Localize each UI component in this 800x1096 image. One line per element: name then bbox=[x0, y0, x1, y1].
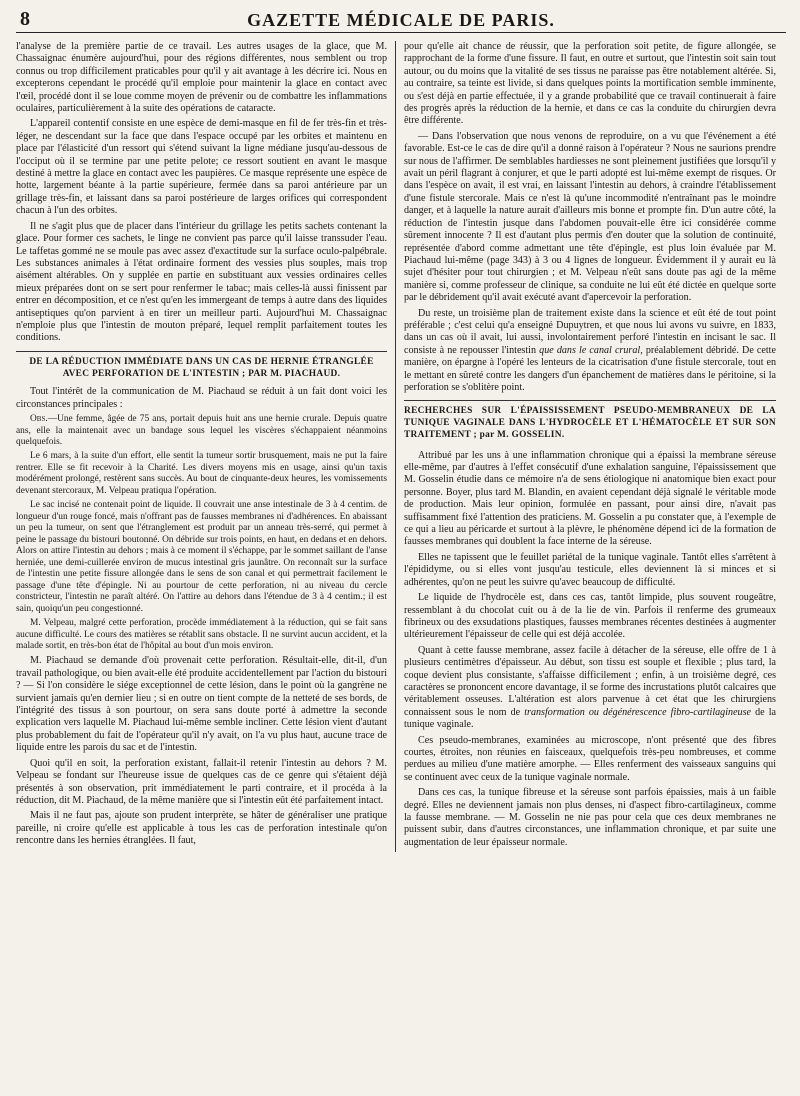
paragraph: Tout l'intérêt de la communication de M. Piachaud se réduit à un fait dont voici les circonstances principales : bbox=[16, 386, 387, 410]
observation-paragraph: M. Velpeau, malgré cette perforation, procède immédiatement à la réduction, qui se fait sans aucune difficulté. Le cours des matières se rétablit sans obstacle. Il ne survint aucun accident, et la malade sortit, en très-bon état de l'hôpital au bout d'un mois environ. bbox=[16, 618, 387, 651]
paragraph: L'appareil contentif consiste en une espèce de demi-masque en fil de fer très-fin et très-léger, ne descendant sur la face que dans l'espace occupé par les orbites et maintenu en place par l'élasticité d'un ressort qui s'étend suivant la ligne médiane jusqu'au-dessous de l'occiput où il se termine par une petite pelote; ce ressort soutient en avant le masque destiné à mettre la glace en contact avec les paupières. Ce masque représente une espèce de hotte, largement béante à la partie supérieure, fermée dans sa paroi antérieure par un grillage très-fin, et laissant dans sa paroi postérieure de larges orifices qui correspondent chacun à l'un des orbites. bbox=[16, 118, 387, 217]
paragraph: — Dans l'observation que nous venons de reproduire, on a vu que l'événement a été favorable. Est-ce le cas de dire qu'il a donné raison à l'opérateur ? Nous ne saurions prendre sur nous de l'affirmer. De semblables hardiesses ne sont pleinement justifiées que lorsqu'il y avait un péril flagrant à conjurer, et que le parti adopté est lui-même exempt de risques. Or dans l'espèce on avait, il est vrai, en laissant l'intestin au dehors, à craindre l'établissement d'une fistule stercorale. Mais ce n'est là qu'une incommodité n'entraînant pas le moindre danger, et à laquelle la nature aurait d'ailleurs mis bonne et prompte fin. D'un autre côté, la réduction de l'intestin jusque dans l'abdomen pouvait-elle être ici considérée comme sûrement innocente ? Il est d'autant plus permis d'en douter que la solution de continuité, représentée d'abord comme admettant une tête d'épingle, est plus loin évaluée par M. Piachaud lui-même (page 343) à 3 ou 4 lignes de longueur. Évidemment il y aurait eu là sujet d'hésiter pour tout chirurgien ; et M. Velpeau n'eût sans doute pas agi de la même manière si, comme professeur de clinique, sa conduite ne lui eût été dictée en quelque sorte par le débridement qu'il avait exécuté avant d'apercevoir la perforation. bbox=[404, 130, 776, 304]
running-head bbox=[16, 6, 786, 33]
journal-title: GAZETTE MÉDICALE DE PARIS. bbox=[247, 10, 555, 30]
paragraph: Mais il ne faut pas, ajoute son prudent interprète, se hâter de généraliser une pratique pareille, ni croire qu'elle est applicable à tous les cas de perforation intestinale qu'on rencontre dans les hernies étranglées. Il faut, bbox=[16, 810, 387, 847]
right-column bbox=[396, 41, 776, 852]
paragraph-text: préalablement débridé. De cette manière, on épargne à l'opéré les lenteurs de la cicatrisation d'une fistule stercorale, tout en le mettant en sûreté contre les dangers d'un épanchement de matières dans le péritoine, si la perforation se s'oblitère point. bbox=[404, 344, 776, 393]
observation-text: —Une femme, âgée de 75 ans, portait depuis huit ans une hernie crurale. Depuis quatre ans, elle la maintenait avec un bandage sous lequel les viscères s'échappaient néanmoins quelquefois. bbox=[16, 414, 387, 447]
text-columns bbox=[16, 41, 786, 852]
paragraph: pour qu'elle ait chance de réussir, que la perforation soit petite, de figure allongée, se rapprochant de la forme d'une fissure. Il faut, en outre et surtout, que l'intestin soit sain tout autour, ou du moins que la vitalité de ses tissus ne paraisse pas être notablement altérée. Si, au contraire, sa teinte est livide, si dans quelques points la mortification semble imminente, ou s'est déjà en partie effectuée, il y a grande probabilité que ce travail continuerait à faire des progrès après la réduction de la hernie, et dans ce cas la conduite du chirurgien devra être différente. bbox=[404, 41, 776, 127]
observation-paragraph: Le 6 mars, à la suite d'un effort, elle sentit la tumeur sortir brusquement, mais ne put la faire rentrer. Elle se fit recevoir à la Charité. Les divers moyens mis en usage, ainsi qu'un taxis modérément prolongé, restèrent sans succès. Au bout de cinquante-deux heures, les vomissements devenant stercoraux, M. Velpeau pratiqua l'opération. bbox=[16, 451, 387, 496]
paragraph: M. Piachaud se demande d'où provenait cette perforation. Résultait-elle, dit-il, d'un travail pathologique, ou bien avait-elle été produite accidentellement par l'action du bistouri ? — Si l'on considère le siége exceptionnel de cette lésion, dans le point où la gangrène ne survient jamais qu'en dernier lieu ; si en outre on tient compte de la netteté de ses bords, de l'intégrité des tissus à son pourtour, on sera sans doute porté à admettre la seconde explication vers laquelle M. Piachaud lui-même semble incliner. Cette lésion vient d'autant plus probablement du fait de l'opérateur qu'il n'y avait, on l'a vu plus haut, aucune trace de liquide entre les parois du sac et de l'intestin. bbox=[16, 655, 387, 754]
paragraph: Il ne s'agit plus que de placer dans l'intérieur du grillage les petits sachets contenant la glace. Pour former ces sachets, le linge ne convient pas parce qu'il laisse transsuder l'eau. Le taffetas gommé ne se moule pas avec assez d'exactitude sur la surface oculo-palpébrale. Les substances animales à l'état ordinaire forment des vessies plus souples, mais trop aisément altérables. On y supplée en partie en substituant aux vessies ordinaires celles mieux préparées dont on se sert pour renfermer le tabac; mais celles-là aussi finissent par entrer en décomposition, et ce n'est qu'en les immergeant de temps à autre dans des liquides antiseptiques qu'on parvient à en tirer un meilleur parti. Aujourd'hui M. Chassaignac n'emploie plus que l'intestin de mouton préparé, lequel remplit parfaitement toutes les conditions. bbox=[16, 220, 387, 344]
paragraph bbox=[404, 308, 776, 395]
emphasis-text: que dans le canal crural, bbox=[539, 344, 643, 356]
section-title-piachaud: DE LA RÉDUCTION IMMÉDIATE DANS UN CAS DE HERNIE ÉTRANGLÉE AVEC PERFORATION DE L'INTESTIN ; PAR M. PIACHAUD. bbox=[16, 351, 387, 381]
paragraph: l'analyse de la première partie de ce travail. Les autres usages de la glace, que M. Chassaignac énumère aujourd'hui, pour des régions différentes, nous semblent ou trop connus ou trop difficilement praticables pour qu'il y ait avantage à les décrire ici. Nous en excepterons cependant le procédé qu'il emploie pour maintenir la glace en contact avec l'œil, procédé dont il se loue comme moyen de prévenir ou de combattre les inflammations oculaires, particulièrement à la suite des opérations de cataracte. bbox=[16, 41, 387, 115]
section-title-gosselin: RECHERCHES SUR L'ÉPAISSISSEMENT PSEUDO-MEMBRANEUX DE LA TUNIQUE VAGINALE DANS L'HYDROCÈLE ET L'HÉMATOCÈLE ET SUR SON TRAITEMENT ; par M. GOSSELIN. bbox=[404, 400, 776, 441]
observation-paragraph: Le sac incisé ne contenait point de liquide. Il couvrait une anse intestinale de 3 à 4 centim. de longueur d'un rouge foncé, mais n'offrant pas de fausses membranes ni d'adhérences. En abaissant un peu la tumeur, on sent que l'étranglement est produit par un anneau très-serré, qui permet à peine le passage du bistouri boutonné. On débride sur trois points, en haut, en dedans et en dehors. Alors on attire l'intestin au dehors ; mais à ce moment il s'échappe, par le sommet saillant de l'anse herniée, une demi-cuillerée environ de mucus intestinal gris jaunâtre. On reconnaît sur la surface de l'intestin une petite fissure allongée dans le sens de son canal et qui permettrait facilement le passage d'une tête d'épingle. Ni au pourtour de cette perforation, ni au niveau du cercle constricteur, l'intestin ne paraît altéré. On l'attire au dehors dans l'étendue de 3 à 4 centim.; il est sain, quoiqu'un peu congestionné. bbox=[16, 500, 387, 614]
observation-paragraph bbox=[16, 414, 387, 448]
emphasis-text: transformation ou dégénérescence fibro-cartilagineuse bbox=[524, 706, 751, 718]
paragraph: Attribué par les uns à une inflammation chronique qui a épaissi la membrane séreuse elle-même, par d'autres à l'effet consécutif d'une exhalation sanguine, l'épaississement que M. Gosselin étudie dans ce mémoire n'a de sens étiologique ni anatomique bien exact pour personne. Boyer, plus tard M. Blandin, en avaient cependant déjà signalé le véritable mode de production. Mais leur opinion, formulée en passant, pour ainsi dire, n'avait pas suffisamment fixé l'attention des praticiens. M. Gosselin a pu constater que, à l'exemple de ce qui a lieu au péricarde et surtout à la plèvre, le phénomène dépend ici de la formation de fausses membranes qui doublent la face interne de la séreuse. bbox=[404, 449, 776, 548]
paragraph-text: Quant à cette fausse membrane, assez facile à détacher de la séreuse, elle offre de 1 à plusieurs centimètres d'épaisseur. Au début, son tissu est souple et flexible ; plus tard, la coque devient plus consistante, s'affaisse difficilement ; enfin, à un troisième degré, ces caractères se prononcent encore davantage, il se forme des incrustations plutôt calcaires que véritablement osseuses. L'altération est alors parvenue à cet état que les chirurgiens connaissent sous le nom de bbox=[404, 644, 776, 718]
paragraph: Dans ces cas, la tunique fibreuse et la séreuse sont parfois épaissies, mais à un faible degré. Elles ne deviennent jamais non plus denses, ni d'aspect fibro-cartilagineux, comme la fausse membrane. — M. Gosselin ne nie pas pour cela que ces deux membranes ne puissent subir, dans d'autres circonstances, une inflammation chronique, et par suite une augmentation de leur épaisseur normale. bbox=[404, 787, 776, 848]
left-column bbox=[16, 41, 396, 852]
paragraph-text: de la tunique vaginale. bbox=[404, 706, 776, 731]
paragraph: Quoi qu'il en soit, la perforation existant, fallait-il retenir l'intestin au dehors ? M. Velpeau se fondant sur l'heureuse issue de quelques cas de ce genre qui s'étaient déjà présentés à son observation, prit immédiatement le parti contraire, et il procéda à la réduction, dit M. Piachaud, de la même manière que si l'intestin eût été parfaitement intact. bbox=[16, 757, 387, 806]
paragraph: Elles ne tapissent que le feuillet pariétal de la tunique vaginale. Tantôt elles s'arrêtent à l'épididyme, ou si elles vont jusqu'au testicule, elles deviennent là si minces et si adhérentes, qu'on ne peut les suivre qu'avec beaucoup de difficulté. bbox=[404, 551, 776, 588]
paragraph bbox=[404, 645, 776, 732]
observation-label: Obs. bbox=[30, 414, 48, 425]
paragraph: Ces pseudo-membranes, examinées au microscope, n'ont présenté que des fibres courtes, étroites, non réunies en faisceaux, quelquefois très-peu nombreuses, et comme perdues au milieu d'une matière amorphe. — Elles renferment des vaisseaux sanguins qui se continuent avec ceux de la tunique vaginale normale. bbox=[404, 734, 776, 783]
paragraph-text: Du reste, un troisième plan de traitement existe dans la science et eût été de tout point préférable ; c'est celui qu'a enseigné Dupuytren, et que nous lui avons vu suivre, en 1833, dans un cas où il avait, lui aussi, involontairement perforé l'intestin en incisant le sac. Il consiste à ne repousser l'intestin bbox=[404, 307, 776, 356]
paragraph: Le liquide de l'hydrocèle est, dans ces cas, tantôt limpide, plus souvent rougeâtre, ressemblant à du chocolat cuit ou à de la lie de vin. Parfois il renferme des grumeaux fibrineux ou des exsudations plastiques, fausses membranes récentes destinées à augmenter ultérieurement l'épaisseur de celle qui est déjà accolée. bbox=[404, 592, 776, 641]
page-number: 8 bbox=[20, 8, 30, 30]
